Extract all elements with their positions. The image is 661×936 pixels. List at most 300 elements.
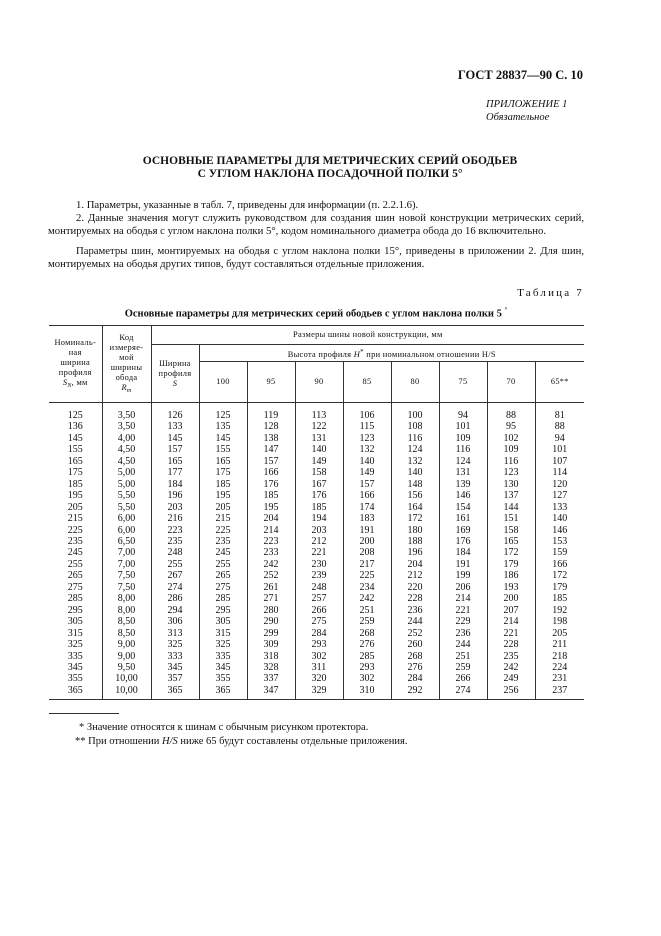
table-cell: 133 — [535, 502, 584, 513]
table-cell: 180 — [391, 525, 439, 536]
table-cell: 235 — [199, 536, 247, 547]
footnote-2-suffix: ниже 65 будут составлены отдельные приложения. — [180, 736, 408, 747]
table-cell: 8,00 — [102, 605, 151, 616]
table-cell: 4,50 — [102, 456, 151, 467]
header-rim-code-l2: измеряе- — [109, 342, 144, 352]
table-cell: 329 — [295, 685, 343, 700]
footnote-2-prefix: ** При отношении — [75, 736, 160, 747]
table-cell: 169 — [439, 525, 487, 536]
header-series: 95 — [247, 362, 295, 403]
header-nominal-width-l2: ная — [68, 347, 82, 357]
table-cell: 193 — [487, 582, 535, 593]
table-cell: 155 — [199, 444, 247, 455]
table-cell: 315 — [199, 628, 247, 639]
table-cell: 365 — [151, 685, 199, 700]
table-cell: 208 — [343, 547, 391, 558]
header-rim-code-subscript: m — [126, 387, 132, 394]
header-series: 80 — [391, 362, 439, 403]
table-cell: 109 — [439, 433, 487, 444]
table-row — [49, 525, 584, 536]
table-cell: 174 — [343, 502, 391, 513]
table-cell: 311 — [295, 662, 343, 673]
header-height-star: * — [360, 347, 364, 356]
header-nominal-width-unit: , мм — [71, 377, 88, 387]
table-cell: 119 — [247, 410, 295, 421]
table-spacer-cell — [102, 403, 151, 411]
section-title — [60, 155, 600, 181]
table-cell: 257 — [295, 593, 343, 604]
table-cell: 126 — [151, 410, 199, 421]
table-cell: 155 — [67, 444, 83, 456]
table-cell: 212 — [295, 536, 343, 547]
table-row — [49, 456, 584, 467]
table-cell: 215 — [199, 513, 247, 524]
table-cell: 302 — [295, 651, 343, 662]
table-cell: 165 — [487, 536, 535, 547]
table-cell: 107 — [535, 456, 584, 467]
table-cell: 123 — [343, 433, 391, 444]
table-cell: 292 — [391, 685, 439, 700]
table-spacer-row — [49, 403, 584, 411]
table-cell: 146 — [535, 525, 584, 536]
table-cell: 355 — [199, 673, 247, 684]
table-row — [49, 673, 584, 684]
table-cell: 161 — [439, 513, 487, 524]
table-cell: 195 — [199, 490, 247, 501]
header-nominal-width-l3: ширина — [60, 357, 91, 367]
header-rim-code-l4: ширины — [110, 362, 143, 372]
table-cell: 230 — [295, 559, 343, 570]
table-cell: 140 — [343, 456, 391, 467]
table-cell: 6,00 — [102, 513, 151, 524]
table-cell: 295 — [67, 604, 83, 616]
table-cell: 259 — [343, 616, 391, 627]
table-cell: 203 — [295, 525, 343, 536]
table-cell: 306 — [151, 616, 199, 627]
table-cell: 225 — [199, 525, 247, 536]
table-cell: 172 — [391, 513, 439, 524]
table-cell: 248 — [151, 547, 199, 558]
header-rim-code-l1: Код — [119, 332, 134, 342]
table-cell: 271 — [247, 593, 295, 604]
table-cell: 139 — [439, 479, 487, 490]
table-spacer-cell — [487, 403, 535, 411]
footnote-rule — [49, 713, 119, 714]
table-cell: 293 — [295, 639, 343, 650]
table-cell: 159 — [535, 547, 584, 558]
table-cell: 135 — [199, 421, 247, 432]
table-cell: 205 — [535, 628, 584, 639]
table-cell: 157 — [151, 444, 199, 455]
table-spacer-cell — [391, 403, 439, 411]
table-cell: 248 — [295, 582, 343, 593]
table-cell: 293 — [343, 662, 391, 673]
table-caption-text: Основные параметры для метрических серий ободьев с углом наклона полки 5 — [124, 308, 502, 320]
header-section-width-l1: Ширина — [159, 358, 191, 368]
footnote-2-symbol: H/S — [162, 736, 178, 747]
table-cell: 305 — [67, 616, 83, 628]
table-row — [49, 479, 584, 490]
table-cell: 357 — [151, 673, 199, 684]
table-cell: 95 — [487, 421, 535, 432]
table-cell: 305 — [199, 616, 247, 627]
table-cell: 320 — [295, 673, 343, 684]
table-label: Таблица 7 — [517, 287, 584, 299]
table-cell: 81 — [535, 410, 584, 421]
table-cell: 101 — [439, 421, 487, 432]
table-cell: 137 — [487, 490, 535, 501]
header-section-width — [151, 345, 199, 403]
table-cell: 196 — [151, 490, 199, 501]
table-cell: 245 — [199, 547, 247, 558]
table-cell: 214 — [439, 593, 487, 604]
table-cell: 148 — [391, 479, 439, 490]
table-cell: 5,00 — [102, 467, 151, 478]
table-cell: 255 — [199, 559, 247, 570]
table-cell: 166 — [535, 559, 584, 570]
table-row — [49, 593, 584, 604]
table-cell: 276 — [391, 662, 439, 673]
table-cell: 146 — [439, 490, 487, 501]
table-cell: 88 — [535, 421, 584, 432]
table-row — [49, 490, 584, 501]
table-cell: 221 — [487, 628, 535, 639]
table-spacer-cell — [247, 403, 295, 411]
table-cell: 259 — [439, 662, 487, 673]
table-cell: 131 — [439, 467, 487, 478]
table-cell: 285 — [343, 651, 391, 662]
table-cell: 166 — [247, 467, 295, 478]
table-cell: 225 — [343, 570, 391, 581]
table-cell: 274 — [151, 582, 199, 593]
table-cell: 251 — [439, 651, 487, 662]
paragraph-3: Параметры шин, монтируемых на ободья с углом наклона полки 15°, приведены в приложении 2. Для шин, монтируемых на ободья других типов, будут составляться отдельные приложения. — [48, 245, 584, 270]
paragraph-2: 2. Данные значения могут служить руководством для создания шин новой конструкции метрических серий, монтируемых на ободья с углом наклона полки 5°, кодом номинального диаметра обода до 16 включительно. — [48, 212, 584, 237]
table-spacer-cell — [151, 403, 199, 411]
table-cell: 157 — [343, 479, 391, 490]
table-cell: 365 — [49, 685, 102, 700]
table-cell: 140 — [391, 467, 439, 478]
header-height-prefix: Высота профиля — [287, 349, 352, 359]
table-cell: 215 — [67, 513, 83, 525]
table-row — [49, 421, 584, 432]
table-cell: 185 — [247, 490, 295, 501]
table-cell: 233 — [247, 547, 295, 558]
table-cell: 267 — [151, 570, 199, 581]
table-cell: 225 — [67, 524, 83, 536]
table-cell: 176 — [247, 479, 295, 490]
table-cell: 335 — [199, 651, 247, 662]
table-cell: 7,50 — [102, 582, 151, 593]
table-row — [49, 547, 584, 558]
table-cell: 275 — [199, 582, 247, 593]
header-nominal-width — [49, 326, 102, 403]
table-cell: 8,00 — [102, 593, 151, 604]
table-cell: 10,00 — [102, 673, 151, 684]
table-cell: 147 — [247, 444, 295, 455]
header-series: 90 — [295, 362, 343, 403]
table-cell: 245 — [67, 547, 83, 559]
table-cell: 345 — [67, 661, 83, 673]
table-row — [49, 410, 584, 421]
table-cell: 275 — [67, 581, 83, 593]
table-cell: 195 — [247, 502, 295, 513]
table-cell: 266 — [295, 605, 343, 616]
table-cell: 185 — [295, 502, 343, 513]
table-cell: 265 — [67, 570, 83, 582]
table-row — [49, 536, 584, 547]
table-cell: 124 — [439, 456, 487, 467]
table-cell: 235 — [67, 535, 83, 547]
table-cell: 100 — [391, 410, 439, 421]
table-cell: 214 — [247, 525, 295, 536]
table-cell: 251 — [343, 605, 391, 616]
header-height-suffix: при номинальном отношении H/S — [366, 349, 496, 359]
header-group-new-tire: Размеры шины новой конструкции, мм — [151, 326, 584, 345]
table-cell: 268 — [391, 651, 439, 662]
header-series: 70 — [487, 362, 535, 403]
table-cell: 284 — [391, 673, 439, 684]
table-cell: 237 — [535, 685, 584, 700]
table-cell: 191 — [439, 559, 487, 570]
table-cell: 205 — [199, 502, 247, 513]
table-row — [49, 651, 584, 662]
table-cell: 157 — [247, 456, 295, 467]
table-cell: 9,50 — [102, 662, 151, 673]
table-cell: 177 — [151, 467, 199, 478]
table-cell: 284 — [295, 628, 343, 639]
table-cell: 184 — [151, 479, 199, 490]
table-cell: 365 — [199, 685, 247, 700]
table-cell: 223 — [247, 536, 295, 547]
table-cell: 207 — [487, 605, 535, 616]
table-cell: 313 — [151, 628, 199, 639]
table-cell: 325 — [151, 639, 199, 650]
table-cell: 132 — [343, 444, 391, 455]
table-cell: 116 — [439, 444, 487, 455]
table-cell: 101 — [535, 444, 584, 455]
table-cell: 8,50 — [102, 628, 151, 639]
table-cell: 153 — [535, 536, 584, 547]
header-series: 65** — [535, 362, 584, 403]
table-cell: 235 — [487, 651, 535, 662]
table-cell: 165 — [151, 456, 199, 467]
table-cell: 199 — [439, 570, 487, 581]
header-rim-code-l3: мой — [119, 352, 134, 362]
table-row — [49, 444, 584, 455]
table-cell: 5,00 — [102, 479, 151, 490]
table-cell: 4,50 — [102, 444, 151, 455]
table-cell: 165 — [67, 455, 83, 467]
table-cell: 221 — [439, 605, 487, 616]
table-cell: 204 — [391, 559, 439, 570]
table-cell: 188 — [391, 536, 439, 547]
table-cell: 140 — [295, 444, 343, 455]
table-spacer-cell — [295, 403, 343, 411]
appendix-label — [400, 98, 580, 124]
table-cell: 242 — [247, 559, 295, 570]
table-row — [49, 570, 584, 581]
table-cell: 236 — [391, 605, 439, 616]
header-rim-code-symbol: R — [121, 382, 127, 392]
table-cell: 113 — [295, 410, 343, 421]
table-cell: 8,50 — [102, 616, 151, 627]
table-row — [49, 616, 584, 627]
table-spacer-cell — [199, 403, 247, 411]
table-cell: 179 — [535, 582, 584, 593]
table-cell: 172 — [487, 547, 535, 558]
table-cell: 94 — [535, 433, 584, 444]
table-cell: 166 — [343, 490, 391, 501]
table-row — [49, 513, 584, 524]
table-cell: 94 — [439, 410, 487, 421]
table-cell: 4,00 — [102, 433, 151, 444]
table-cell: 106 — [343, 410, 391, 421]
table-cell: 255 — [67, 558, 83, 570]
table-cell: 124 — [391, 444, 439, 455]
table-cell: 7,00 — [102, 547, 151, 558]
table-cell: 6,00 — [102, 525, 151, 536]
table-cell: 144 — [487, 502, 535, 513]
section-title-line-1: ОСНОВНЫЕ ПАРАМЕТРЫ ДЛЯ МЕТРИЧЕСКИХ СЕРИЙ ОБОДЬЕВ — [142, 155, 518, 167]
table-cell: 125 — [67, 410, 83, 421]
table-cell: 116 — [487, 456, 535, 467]
table-cell: 172 — [535, 570, 584, 581]
footnote-1: * Значение относятся к шинам с обычным рисунком протектора. — [79, 722, 369, 733]
header-nominal-width-subscript: N — [67, 382, 72, 389]
table-cell: 221 — [295, 547, 343, 558]
table-row — [49, 582, 584, 593]
header-section-width-symbol: S — [172, 378, 178, 388]
table-spacer-cell — [343, 403, 391, 411]
table-cell: 145 — [199, 433, 247, 444]
table-cell: 244 — [439, 639, 487, 650]
table-cell: 236 — [439, 628, 487, 639]
header-nominal-width-l4: профиля — [58, 367, 92, 377]
table-row — [49, 605, 584, 616]
table-cell: 214 — [487, 616, 535, 627]
header-series: 85 — [343, 362, 391, 403]
table-cell: 185 — [67, 478, 83, 490]
table-cell: 122 — [295, 421, 343, 432]
document-code: ГОСТ 28837—90 С. 10 — [457, 68, 583, 82]
header-height-symbol: H — [353, 349, 361, 359]
table-cell: 220 — [391, 582, 439, 593]
header-rim-code — [102, 326, 151, 403]
table-cell: 165 — [199, 456, 247, 467]
table-cell: 3,50 — [102, 410, 151, 421]
table-cell: 276 — [343, 639, 391, 650]
table-cell: 234 — [343, 582, 391, 593]
header-rim-code-l5: обода — [115, 372, 138, 382]
table-cell: 286 — [151, 593, 199, 604]
table-cell: 3,50 — [102, 421, 151, 432]
header-section-height — [199, 345, 584, 362]
table-cell: 315 — [67, 627, 83, 639]
table-cell: 231 — [535, 673, 584, 684]
table-cell: 335 — [67, 650, 83, 662]
table-cell: 185 — [535, 593, 584, 604]
table-cell: 175 — [199, 467, 247, 478]
table-cell: 265 — [199, 570, 247, 581]
table-cell: 186 — [487, 570, 535, 581]
table-cell: 244 — [391, 616, 439, 627]
table-cell: 133 — [151, 421, 199, 432]
appendix-status: Обязательное — [486, 112, 550, 123]
header-rim-code-l6 — [103, 383, 151, 396]
table-cell: 151 — [487, 513, 535, 524]
table-cell: 268 — [343, 628, 391, 639]
table-cell: 228 — [487, 639, 535, 650]
table-cell: 198 — [535, 616, 584, 627]
table-cell: 260 — [391, 639, 439, 650]
table-cell: 224 — [535, 662, 584, 673]
table-spacer-cell — [535, 403, 584, 411]
table-caption — [48, 306, 584, 320]
table-cell: 7,50 — [102, 570, 151, 581]
header-nominal-width-l5 — [49, 378, 102, 391]
table-cell: 274 — [439, 685, 487, 700]
table-cell: 175 — [67, 467, 83, 479]
table-cell: 242 — [343, 593, 391, 604]
table-cell: 337 — [247, 673, 295, 684]
table-cell: 196 — [391, 547, 439, 558]
table-cell: 256 — [487, 685, 535, 700]
table-cell: 242 — [487, 662, 535, 673]
table-spacer-cell — [49, 403, 102, 411]
table-cell: 5,50 — [102, 490, 151, 501]
table-cell: 223 — [151, 525, 199, 536]
table-cell: 130 — [487, 479, 535, 490]
table-cell: 355 — [67, 673, 83, 685]
table-cell: 200 — [487, 593, 535, 604]
table-cell: 128 — [247, 421, 295, 432]
table-spacer-cell — [439, 403, 487, 411]
table-cell: 217 — [343, 559, 391, 570]
table-cell: 156 — [391, 490, 439, 501]
table-cell: 149 — [295, 456, 343, 467]
table-row — [49, 467, 584, 478]
table-cell: 88 — [487, 410, 535, 421]
table-cell: 290 — [247, 616, 295, 627]
table-cell: 145 — [151, 433, 199, 444]
header-nominal-width-symbol: S — [62, 377, 68, 387]
table-cell: 318 — [247, 651, 295, 662]
table-cell: 185 — [199, 479, 247, 490]
table-cell: 102 — [487, 433, 535, 444]
table-cell: 145 — [67, 432, 83, 444]
table-cell: 140 — [535, 513, 584, 524]
table-row — [49, 628, 584, 639]
table-cell: 333 — [151, 651, 199, 662]
table-cell: 167 — [295, 479, 343, 490]
table-cell: 285 — [67, 593, 83, 605]
table-cell: 131 — [295, 433, 343, 444]
table-cell: 310 — [343, 685, 391, 700]
table-cell: 249 — [487, 673, 535, 684]
table-cell: 158 — [487, 525, 535, 536]
table-cell: 183 — [343, 513, 391, 524]
table-cell: 5,50 — [102, 502, 151, 513]
table-cell: 211 — [535, 639, 584, 650]
table-row — [49, 662, 584, 673]
table-cell: 218 — [535, 651, 584, 662]
table-cell: 9,00 — [102, 651, 151, 662]
table-cell: 10,00 — [102, 685, 151, 700]
table-cell: 194 — [295, 513, 343, 524]
table-cell: 125 — [199, 410, 247, 421]
table-cell: 345 — [151, 662, 199, 673]
